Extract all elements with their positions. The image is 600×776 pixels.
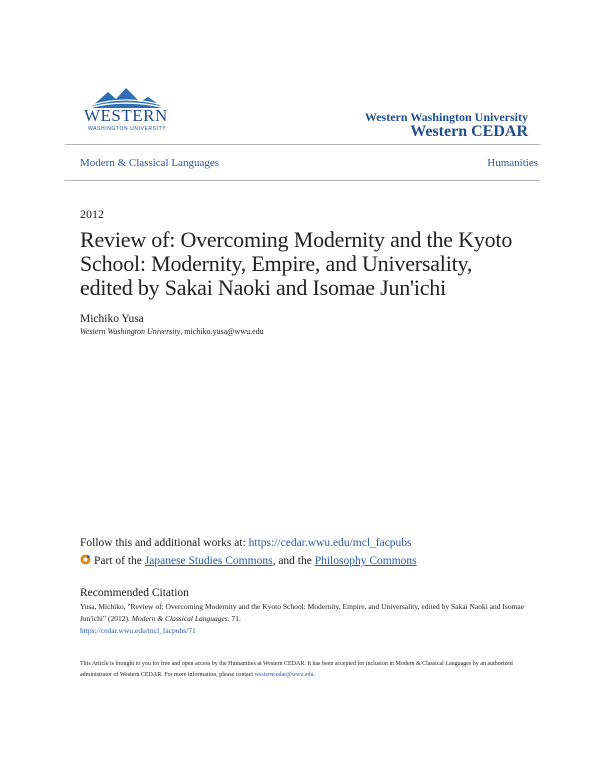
notice-text: This Article is brought to you for free and open access by the Humanities at Western CEDAR. It has been accepted for inclusion in Modern & Classical Languages by an authorized administrator of Western CEDAR. For more information, please contact — [80, 661, 513, 678]
header-divider — [65, 144, 540, 145]
publication-year: 2012 — [80, 207, 104, 221]
western-logo — [80, 86, 170, 136]
contact-email-link[interactable]: westerncedar@wwu.edu — [254, 672, 314, 678]
collection-url-link[interactable]: https://cedar.wwu.edu/mcl_facpubs — [248, 537, 412, 549]
follow-line — [80, 537, 412, 549]
affiliation-name: Western Washington University — [80, 327, 181, 336]
japanese-studies-commons-link[interactable]: Japanese Studies Commons — [144, 555, 273, 567]
author-email: , michiko.yusa@wwu.edu — [180, 327, 264, 336]
department-link[interactable]: Modern & Classical Languages — [80, 157, 219, 169]
repository-name[interactable]: Western CEDAR — [410, 123, 528, 140]
citation-heading: Recommended Citation — [80, 587, 189, 599]
citation-journal: Modern & Classical Languages — [131, 614, 228, 623]
links-divider — [65, 180, 540, 181]
network-commons-icon — [80, 554, 91, 565]
follow-prefix: Follow this and additional works at: — [80, 537, 249, 549]
citation-body: Yusa, Michiko, "Review of: Overcoming Modernity and the Kyoto School: Modernity, Empire, and Universality, edited by Sakai Naoki and Isomae Jun'ichi" (2012). — [80, 602, 525, 623]
and-the-text: , and the — [272, 555, 315, 567]
university-name[interactable]: Western Washington University — [364, 110, 528, 124]
notice-end: . — [313, 672, 316, 678]
part-of-line — [80, 554, 417, 567]
subject-link[interactable]: Humanities — [487, 157, 538, 169]
author-name: Michiko Yusa — [80, 313, 144, 325]
citation-text — [80, 601, 540, 637]
logo-subtext: WASHINGTON UNIVERSITY — [88, 126, 167, 132]
part-of-prefix: Part of the — [94, 555, 145, 567]
logo-wordmark: WESTERN — [84, 106, 168, 125]
article-title: Review of: Overcoming Modernity and the Kyoto School: Modernity, Empire, and Universality, edited by Sakai Naoki and Isomae Jun'ichi — [80, 227, 513, 300]
citation-url-link[interactable]: https://cedar.wwu.edu/mcl_facpubs/71 — [80, 626, 196, 635]
access-notice — [80, 659, 540, 681]
philosophy-commons-link[interactable]: Philosophy Commons — [314, 555, 417, 567]
citation-number: . 71. — [227, 614, 241, 623]
author-affiliation — [80, 327, 264, 336]
